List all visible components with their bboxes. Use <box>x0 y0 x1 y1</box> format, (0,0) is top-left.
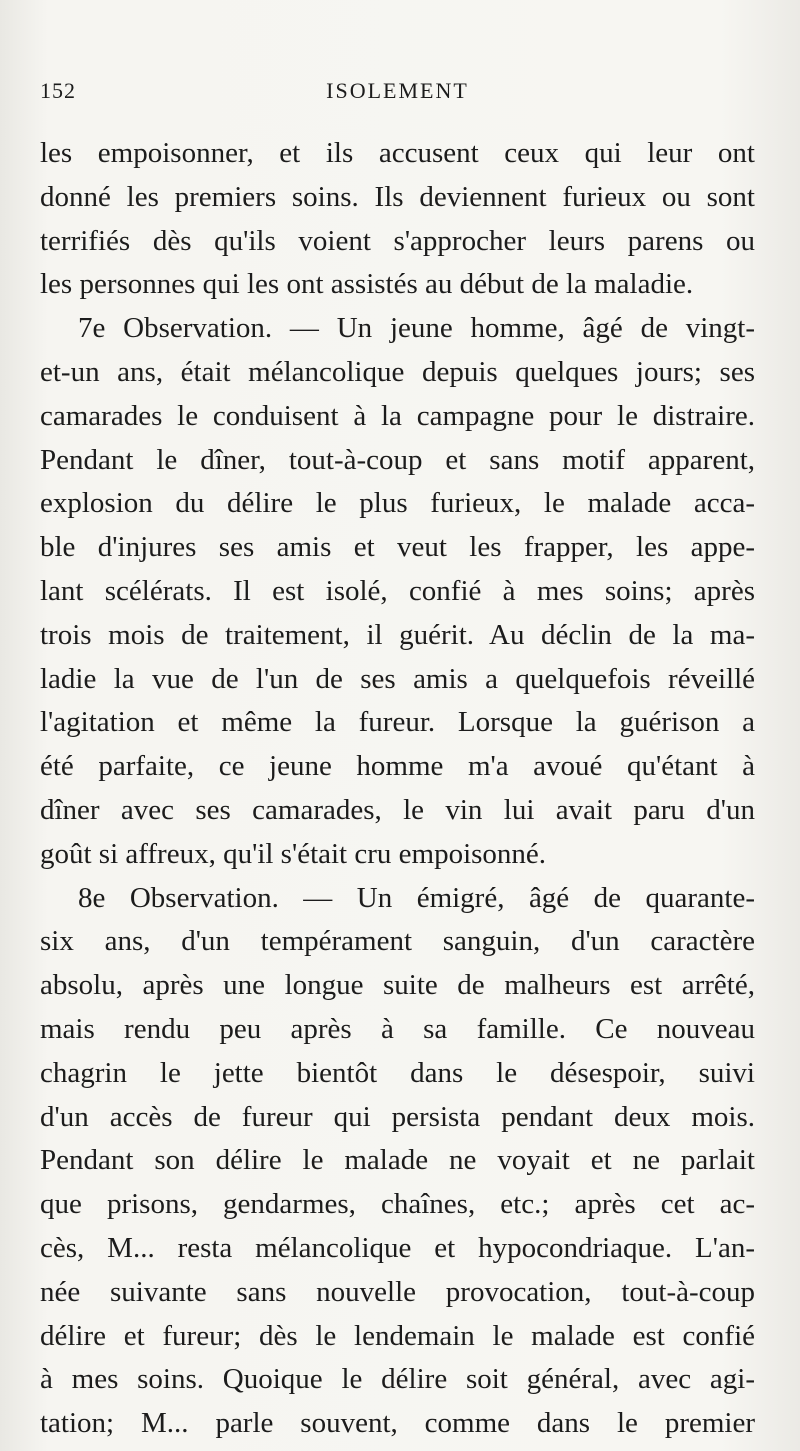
text-line: trois mois de traitement, il guérit. Au déclin de la ma- <box>40 618 755 651</box>
text-line: dîner avec ses camarades, le vin lui avait paru d'un <box>40 793 755 826</box>
text-line: camarades le conduisent à la campagne pour le distraire. <box>40 399 755 432</box>
text-line: cès, M... resta mélancolique et hypocondriaque. L'an- <box>40 1231 755 1264</box>
page-header <box>40 78 755 108</box>
body-text <box>40 132 755 1446</box>
text-line: Pendant son délire le malade ne voyait et ne parlait <box>40 1144 755 1177</box>
text-line: goût si affreux, qu'il s'était cru empoisonné. <box>40 837 547 870</box>
text-line: donné les premiers soins. Ils deviennent furieux ou sont <box>40 180 755 213</box>
page-number: 152 <box>40 78 76 103</box>
text-line: terrifiés dès qu'ils voient s'approcher leurs parens ou <box>40 224 755 257</box>
text-line: ble d'injures ses amis et veut les frapper, les appe- <box>40 531 755 564</box>
text-line: les empoisonner, et ils accusent ceux qui leur ont <box>40 137 755 169</box>
text-line: absolu, après une longue suite de malheurs est arrêté, <box>40 969 755 1002</box>
text-line: 8e Observation. — Un émigré, âgé de quarante- <box>78 881 755 914</box>
text-line: que prisons, gendarmes, chaînes, etc.; après cet ac- <box>40 1188 755 1221</box>
text-line: tation; M... parle souvent, comme dans le premier <box>40 1407 755 1440</box>
text-line: six ans, d'un tempérament sanguin, d'un caractère <box>40 925 755 958</box>
text-line: lant scélérats. Il est isolé, confié à mes soins; après <box>40 574 755 607</box>
text-line: l'agitation et même la fureur. Lorsque la guérison a <box>40 706 755 739</box>
text-line: explosion du délire le plus furieux, le malade acca- <box>40 487 755 520</box>
text-line: chagrin le jette bientôt dans le désespoir, suivi <box>40 1056 755 1089</box>
text-line: et-un ans, était mélancolique depuis quelques jours; ses <box>40 355 755 388</box>
text-line: délire et fureur; dès le lendemain le malade est confié <box>40 1319 755 1352</box>
text-line: été parfaite, ce jeune homme m'a avoué qu'étant à <box>40 750 755 783</box>
text-line: 7e Observation. — Un jeune homme, âgé de vingt- <box>78 312 755 345</box>
text-line: les personnes qui les ont assistés au début de la maladie. <box>40 268 694 301</box>
text-line: née suivante sans nouvelle provocation, tout-à-coup <box>40 1275 755 1308</box>
running-title: ISOLEMENT <box>326 78 469 103</box>
text-line: mais rendu peu après à sa famille. Ce nouveau <box>40 1012 755 1045</box>
text-line: à mes soins. Quoique le délire soit général, avec agi- <box>40 1363 755 1396</box>
text-line: Pendant le dîner, tout-à-coup et sans motif apparent, <box>40 443 755 476</box>
text-line: d'un accès de fureur qui persista pendant deux mois. <box>40 1100 755 1133</box>
text-line: ladie la vue de l'un de ses amis a quelquefois réveillé <box>40 662 755 695</box>
